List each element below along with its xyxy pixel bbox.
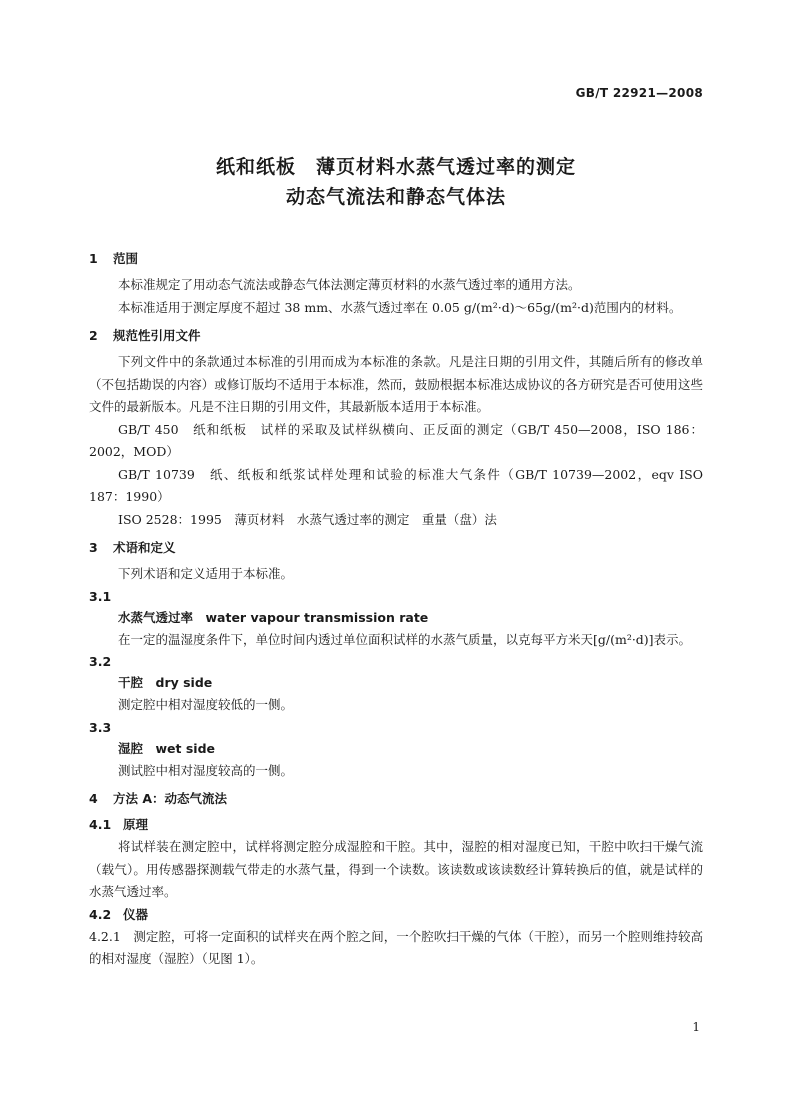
section-number: 3 <box>89 540 98 555</box>
subsection-title: 仪器 <box>123 906 149 922</box>
section-number: 2 <box>89 328 98 343</box>
section-number: 4 <box>89 791 98 806</box>
paragraph: 本标准规定了用动态气流法或静态气体法测定薄页材料的水蒸气透过率的通用方法。 <box>118 277 581 292</box>
term-definition: 测定腔中相对湿度较低的一侧。 <box>118 697 294 712</box>
term-definition: 在一定的温湿度条件下，单位时间内透过单位面积试样的水蒸气质量，以克每平方米天[g/(m²·d)]表示。 <box>118 631 692 647</box>
term-number: 3.3 <box>89 719 112 735</box>
term-number: 3.1 <box>89 588 112 604</box>
term-number: 3.2 <box>89 654 112 669</box>
section-heading-normative-references <box>89 325 703 347</box>
section-heading-method-a <box>89 788 703 810</box>
term-title: 湿腔 wet side <box>118 740 216 756</box>
paragraph: 下列文件中的条款通过本标准的引用而成为本标准的条款。凡是注日期的引用文件，其随后所有的修改单（不包括勘误的内容）或修订版均不适用于本标准，然而，鼓励根据本标准达成协议的各方研究是否可使用这些文件的最新版本。凡是不注日期的引用文件，其最新版本适用于本标准。 <box>89 354 703 414</box>
term-title: 干腔 dry side <box>118 675 213 690</box>
term-title: 水蒸气透过率 water vapour transmission rate <box>118 609 429 625</box>
paragraph: 下列术语和定义适用于本标准。 <box>118 566 294 581</box>
subsection-number: 4.2 <box>89 906 112 922</box>
document-title-line-2: 动态气流法和静态气体法 <box>285 186 506 208</box>
subsection-title: 原理 <box>123 817 149 832</box>
paragraph: 4.2.1 测定腔，可将一定面积的试样夹在两个腔之间，一个腔吹扫干燥的气体（干腔），而另一个腔则维持较高的相对湿度（湿腔）（见图 1）。 <box>89 928 703 966</box>
paragraph: 将试样装在测定腔中，试样将测定腔分成湿腔和干腔。其中，湿腔的相对湿度已知，干腔中吹扫干燥气流（载气）。用传感器探测载气带走的水蒸气量，得到一个读数。该读数或该读数经计算转换后的值，就是试样的水蒸气透过率。 <box>89 839 703 899</box>
standard-number: GB/T 22921—2008 <box>575 86 703 100</box>
section-number: 1 <box>89 251 98 266</box>
section-title: 方法 A：动态气流法 <box>113 791 228 806</box>
subsection-heading-apparatus <box>89 904 703 926</box>
section-title: 范围 <box>113 251 139 266</box>
section-heading-scope <box>89 248 703 270</box>
section-heading-terms-definitions <box>89 537 703 559</box>
document-body <box>89 248 703 971</box>
paragraph: 本标准适用于测定厚度不超过 38 mm、水蒸气透过率在 0.05 g/(m²·d)～65g/(m²·d)范围内的材料。 <box>118 299 682 315</box>
subsection-number: 4.1 <box>89 817 112 832</box>
section-title: 规范性引用文件 <box>113 328 201 343</box>
page-number: 1 <box>692 1020 700 1034</box>
term-definition: 测试腔中相对湿度较高的一侧。 <box>118 762 294 778</box>
document-title-line-1: 纸和纸板 薄页材料水蒸气透过率的测定 <box>215 156 576 178</box>
reference-item: ISO 2528：1995 薄页材料 水蒸气透过率的测定 重量（盘）法 <box>118 511 497 527</box>
subsection-heading-principle <box>89 814 703 836</box>
reference-item: GB/T 450 纸和纸板 试样的采取及试样纵横向、正反面的测定（GB/T 450—2008，ISO 186：2002，MOD） <box>89 421 703 459</box>
section-title: 术语和定义 <box>113 540 176 555</box>
reference-item: GB/T 10739 纸、纸板和纸浆试样处理和试验的标准大气条件（GB/T 10739—2002，eqv ISO 187：1990） <box>89 466 703 504</box>
